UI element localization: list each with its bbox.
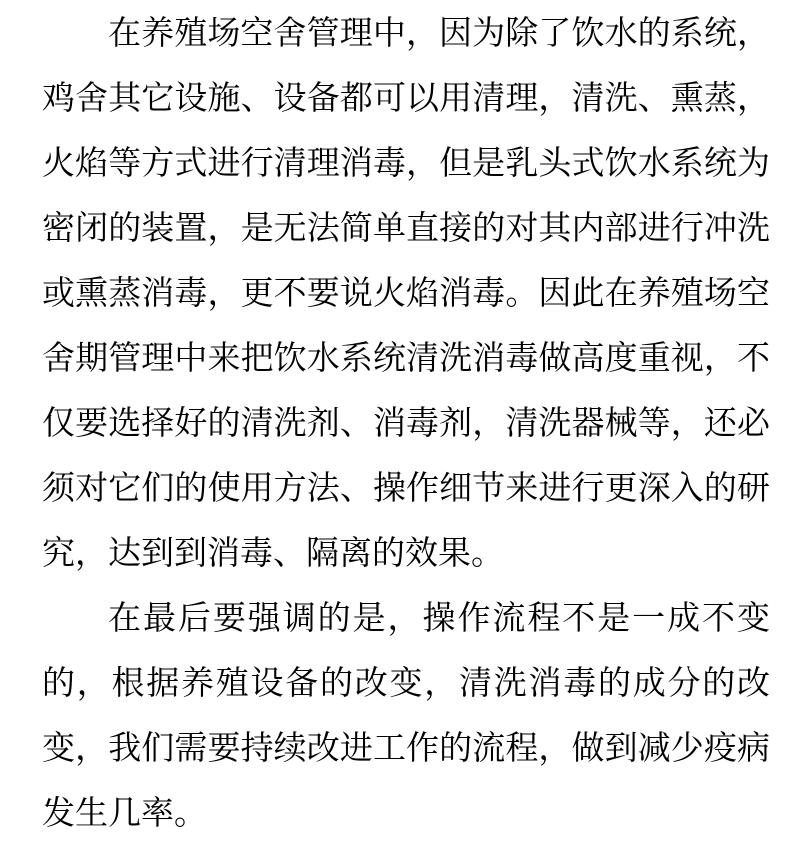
- text-line: 的，根据养殖设备的改变，清洗消毒的成分的改: [42, 664, 770, 701]
- text-line: 鸡舍其它设施、设备都可以用清理，清洗、熏蒸，: [42, 79, 770, 116]
- text-line: 在最后要强调的是，操作流程不是一成不变: [108, 599, 770, 636]
- text-line: 火焰等方式进行清理消毒，但是乳头式饮水系统为: [42, 144, 770, 181]
- text-line: 或熏蒸消毒，更不要说火焰消毒。因此在养殖场空: [42, 274, 770, 311]
- text-line: 须对它们的使用方法、操作细节来进行更深入的研: [42, 469, 770, 506]
- text-line: 仅要选择好的清洗剂、消毒剂，清洗器械等，还必: [42, 404, 770, 441]
- document-text-block: [42, 0, 770, 845]
- text-line-paragraph-end: 究，达到到消毒、隔离的效果。: [42, 534, 504, 571]
- text-line: 在养殖场空舍管理中，因为除了饮水的系统，: [108, 14, 770, 51]
- text-line: 舍期管理中来把饮水系统清洗消毒做高度重视，不: [42, 339, 770, 376]
- text-line-paragraph-end: 发生几率。: [42, 794, 207, 831]
- text-line: 密闭的装置，是无法简单直接的对其内部进行冲洗: [42, 209, 770, 246]
- text-line: 变，我们需要持续改进工作的流程，做到减少疫病: [42, 729, 770, 766]
